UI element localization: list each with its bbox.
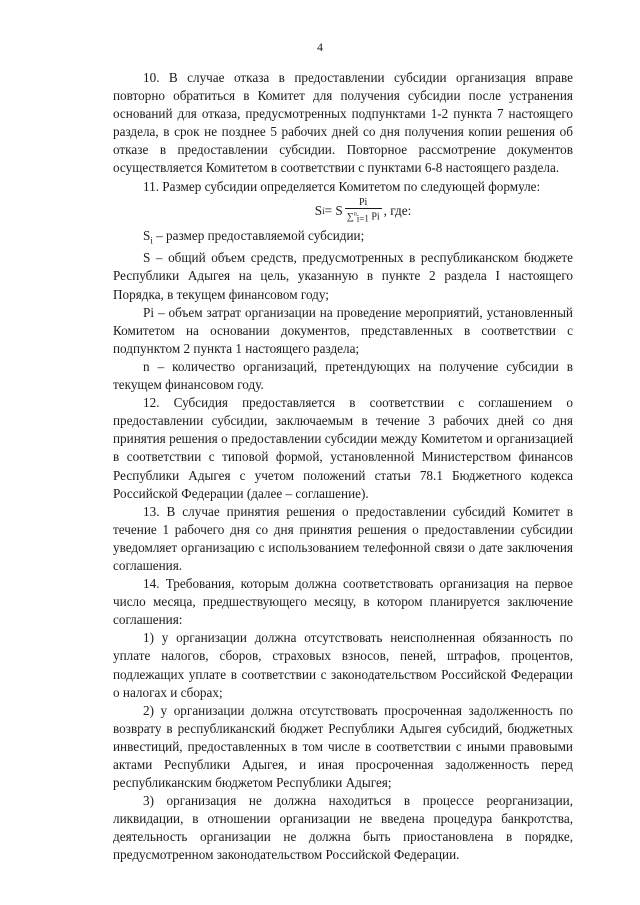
paragraph-11: 11. Размер субсидии определяется Комитетом по следующей формуле: [143,178,541,194]
definition-si-sub: i [150,235,153,246]
definition-si-text: – размер предоставляемой субсидии; [156,227,365,243]
formula-sum-sign: ∑ [346,211,354,223]
formula-sum-lower: i=1 [356,213,369,224]
paragraph-10: 10. В случае отказа в предоставлении субсидии организация вправе повторно обратиться в Комитет для получения субсидии после устранения оснований для отказа, предусмотренных подпунктами 1-2 пункта 7 настоящего раздела, в срок не позднее 5 рабочих дней со дня получения копии решения об отказе в предоставлении субсидии. Повторное рассмотрение документов осуществляется Комитетом в соответствии с пунктами 6-8 настоящего раздела. [113,70,573,176]
formula-lhs: S [314,202,323,218]
formula-numerator: Pi [359,196,368,208]
page-number: 4 [317,40,323,54]
formula-sum-upper: n [353,211,357,218]
formula-lhs-sub: i [322,205,325,216]
formula-tail: , где: [383,202,412,218]
definition-pi: Pi – объем затрат организации на проведение мероприятий, установленный Комитетом на основании документов, представленных в соответствии с подпунктом 2 пункта 1 настоящего раздела; [113,304,573,356]
requirement-3: 3) организация не должна находиться в процессе реорганизации, ликвидации, в отношении организации не введена процедура банкротства, деятельность организации не должна быть приостановлена в порядке, предусмотренном законодательством Российской Федерации. [113,793,573,863]
definition-si: $S_i$ – размер предоставляемой субсидии; [143,227,365,246]
paragraph-14: 14. Требования, которым должна соответствовать организация на первое число месяца, предшествующего месяцу, в котором планируется заключение соглашения: [113,576,573,628]
subsidy-formula [113,197,573,225]
requirement-2: 2) у организации должна отсутствовать просроченная задолженность по возврату в республиканский бюджет Республики Адыгея субсидий, бюджетных инвестиций, предоставленных в том числе в соответствии с иными правовыми актами Республики Адыгея, и иная просроченная задолженность перед республиканским бюджетом Республики Адыгея; [113,702,573,791]
formula-den-tail: Pi [368,211,380,223]
paragraph-12: 12. Субсидия предоставляется в соответствии с соглашением о предоставлении субсидии, заключаемым в течение 3 рабочих дней со дня принятия решения о предоставлении субсидии между Комитетом и организацией в соответствии с типовой формой, установленной Министерством финансов Республики Адыгея с учетом положений статьи 78.1 Бюджетного кодекса Российской Федерации (далее – соглашение). [113,395,573,501]
requirement-1: 1) у организации должна отсутствовать неисполненная обязанность по уплате налогов, сборов, страховых взносов, пеней, штрафов, процентов, подлежащих уплате в соответствии с законодательством Российской Федерации о налогах и сборах; [113,630,573,700]
formula-eq: = S [324,202,343,218]
definition-s: S – общий объем средств, предусмотренных в республиканском бюджете Республики Адыгея на цель, указанную в пункте 2 раздела I настоящего Порядка, в текущем финансовом году; [113,250,573,302]
definition-n: n – количество организаций, претендующих на получение субсидии в текущем финансовом году. [113,358,573,393]
formula-fraction [345,197,382,225]
page-content [113,69,573,865]
paragraph-13: 13. В случае принятия решения о предоставлении субсидий Комитет в течение 1 рабочего дня со дня принятия решения о предоставлении субсидии уведомляет организацию с использованием телефонной связи о дате заключения соглашения. [113,503,573,573]
formula-denominator [345,208,382,225]
